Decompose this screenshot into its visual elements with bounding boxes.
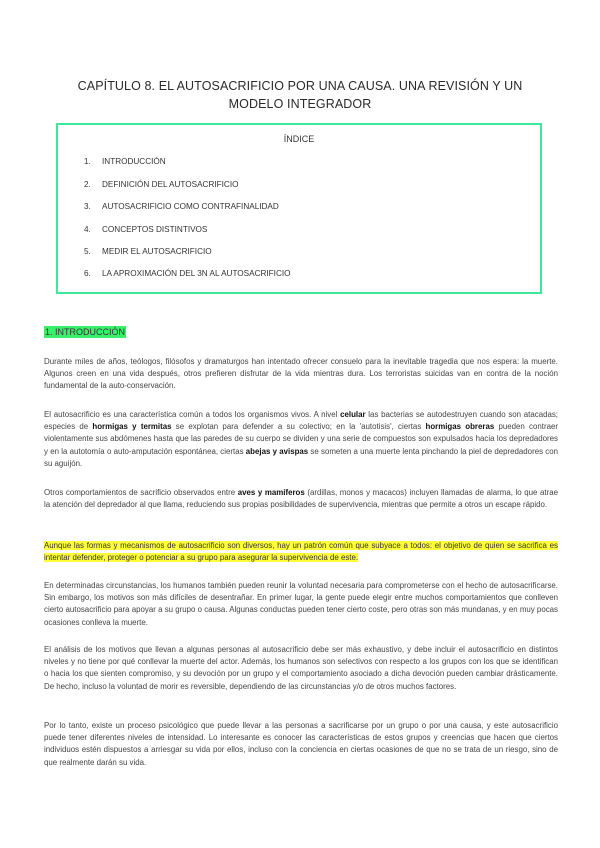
toc-item-number: 6. xyxy=(84,269,91,278)
bold-term: celular xyxy=(340,410,366,419)
paragraph-7: Por lo tanto, existe un proceso psicológico que puede llevar a las personas a sacrificarse por un grupo o por una causa, y este autosacrificio puede tener diferentes niveles de intensidad. Lo interesante es conocer las características de estos grupos y creencias que hacen que ciertos individuos estén dispuestos a arriesgar su vida por ellos, incluso con la conciencia en ciertas ocasiones de que no se trata de un riesgo, sino de que realmente darán su vida. xyxy=(44,721,558,767)
toc-item-introduccion[interactable] xyxy=(84,157,166,166)
toc-item-definicion[interactable] xyxy=(84,180,238,189)
toc-item-conceptos[interactable] xyxy=(84,225,207,234)
section-heading-introduccion: 1. INTRODUCCIÓN xyxy=(45,327,126,337)
toc-item-label: CONCEPTOS DISTINTIVOS xyxy=(102,225,208,234)
text: El autosacrificio es una característica común a todos los organismos vivos. A nivel xyxy=(44,410,341,419)
toc-item-label: DEFINICIÓN DEL AUTOSACRIFICIO xyxy=(102,180,239,189)
toc-heading: ÍNDICE xyxy=(283,134,315,144)
paragraph-1: Durante miles de años, teólogos, filósofos y dramaturgos han intentado ofrecer consuelo para la inevitable tragedia que nos espera: la muerte. Algunos creen en una vida después, otros prefieren disfrutar de la vida mientras dura. Los terroristas suicidas van en contra de la noción fundamental de la auto-conservación. xyxy=(44,357,558,391)
bold-term: abejas y avispas xyxy=(245,446,309,456)
toc-item-label: LA APROXIMACIÓN DEL 3N AL AUTOSACRIFICIO xyxy=(102,269,291,278)
text: las bacterias se autodestruyen cuando son atacadas; especies de xyxy=(44,410,558,432)
toc-item-number: 1. xyxy=(84,157,91,166)
toc-item-contrafinalidad[interactable] xyxy=(84,202,279,211)
paragraph-4-highlighted xyxy=(44,540,558,564)
bold-term: aves y mamíferos xyxy=(237,488,305,497)
text: (ardillas, monos y macacos) incluyen llamadas de alarma, lo que atrae la atención del depredador al que llama, reduciendo sus propias posibilidades de supervivencia, mientras que permite a otros un escape rápido. xyxy=(44,488,559,510)
paragraph-6: El análisis de los motivos que llevan a algunas personas al autosacrificio debe ser más exhaustivo, y debe incluir el autosacrificio en distintos niveles y no tiene por qué conllevar la muerte del actor. Además, los humanos son selectivos con respecto a los grupos con los que se identifican o hacia los que sienten compromiso, y su devoción por un grupo y el comportamiento asociado a dicha devoción pueden cambiar drásticamente. De hecho, incluso la voluntad de morir es reversible, dependiendo de las circunstancias y/o de otros muchos factores. xyxy=(44,645,558,691)
toc-item-label: AUTOSACRIFICIO COMO CONTRAFINALIDAD xyxy=(102,202,279,211)
text: Otros comportamientos de sacrificio observados entre xyxy=(44,488,238,497)
chapter-title: CAPÍTULO 8. EL AUTOSACRIFICIO POR UNA CAUSA. UNA REVISIÓN Y UN MODELO INTEGRADOR xyxy=(77,79,523,111)
toc-item-label: MEDIR EL AUTOSACRIFICIO xyxy=(102,247,212,256)
paragraph-2 xyxy=(44,409,558,470)
highlighted-text: Aunque las formas y mecanismos de autosacrificio son diversos, hay un patrón común que subyace a todos: el objetivo de quien se sacrifica es intentar defender, proteger o potenciar a su grupo para asegurar la supervivencia de este. xyxy=(44,541,558,563)
bold-term: hormigas obreras xyxy=(425,422,495,432)
toc-item-number: 4. xyxy=(84,225,91,234)
bold-term: hormigas y termitas xyxy=(92,422,172,432)
toc-item-medir[interactable] xyxy=(84,247,212,256)
toc-item-number: 2. xyxy=(84,180,91,189)
toc-item-number: 3. xyxy=(84,202,91,211)
paragraph-3 xyxy=(44,487,558,511)
toc-item-aproximacion-3n[interactable] xyxy=(84,269,291,278)
toc-item-number: 5. xyxy=(84,247,91,256)
text: se explotan para defender a su colectivo; en la 'autotisis', ciertas xyxy=(171,422,426,432)
toc-item-label: INTRODUCCIÓN xyxy=(102,157,166,166)
paragraph-5: En determinadas circunstancias, los humanos también pueden reunir la voluntad necesaria para comprometerse con el hecho de autosacrificarse. Sin embargo, los motivos son más difíciles de desentrañar. En primer lugar, la gente puede elegir entre muchos comportamientos que conlleven cierto autosacrificio para apoyar a su grupo o causa. Algunas conductas pueden tener cierto coste, pero otras son más mundanas, y en muy pocas ocasiones conlleva la muerte. xyxy=(44,581,558,627)
table-of-contents xyxy=(56,123,542,294)
text: se someten a una muerte lenta pinchando la piel de depredadores con su aguijón. xyxy=(44,446,558,468)
text: pueden contraer violentamente sus abdómenes hasta que las paredes de su cuerpo se dividen y una serie de compuestos son expulsados hacia los depredadores y en la autotomía o auto-amputación espontánea, ciertas xyxy=(44,422,559,456)
